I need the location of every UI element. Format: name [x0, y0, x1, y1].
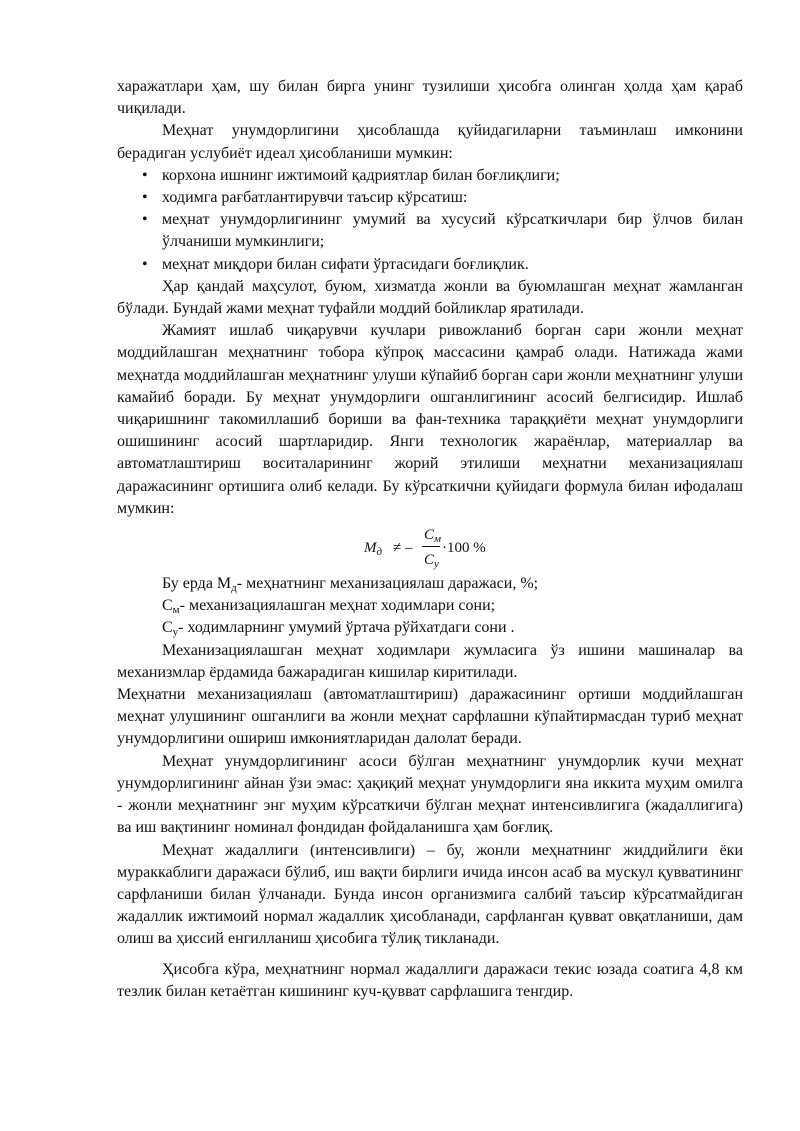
bullet-icon: •	[142, 166, 148, 184]
paragraph-productive-forces: Жамият ишлаб чиқарувчи кучлари ривожланиб борган сари жонли меҳнат моддийлашган меҳнатнинг тобора кўпроқ массасини қамраб олади. Натижада жами меҳнатда моддийлашган меҳнатнинг улуши кўпайиб борган сари жонли меҳнатнинг улуши камайиб боради. Бу меҳнат унумдорлиги ошганлигининг асосий белгисидир. Ишлаб чиқаришнинг такомиллашиб бориши ва фан-техника тараққиёти меҳнат унумдорлиги ошишининг асосий шартларидир. Янги технологик жараёнлар, материаллар ва автоматлаштириш воситаларининг жорий этилиши меҳнатни механизациялаш даражасининг ортишига олиб келади. Бу кўрсаткични қуйидаги формула билан ифодалаш мумкин:	[117, 322, 743, 517]
bullet-list	[117, 165, 743, 276]
formula-numerator: $С_м$	[424, 527, 442, 546]
paragraph-productivity-basis: Меҳнат унумдорлигининг асоси бўлган меҳнатнинг унумдорлик кучи меҳнат унумдорлигининг айнан ўзи эмас: ҳақиқий меҳнат унумдорлиги яна иккита муҳим омилга - жонли меҳнатнинг энг муҳим кўрсаткичи бўлган меҳнат интенсивлигига (жадаллигига) ва иш вақтининг номинал фондидан фойдаланишга ҳам боғлиқ.	[117, 752, 743, 837]
formula-tail: ·100 %	[442, 540, 486, 557]
formula-operator: ≠ –	[393, 540, 413, 557]
formula-denominator: $С_у$	[424, 552, 439, 571]
paragraph-intensity: Меҳнат жадаллиги (интенсивлиги) – бу, жонли меҳнатнинг жиддийлиги ёки мураккаблиги даражаси бўлиб, иш вақти бирлиги ичида инсон асаб ва мускул қувватининг сарфланиши билан ўлчанади. Бунда инсон организмига салбий таъсир кўрсатмайдиган жадаллик ижтимоий нормал жадаллик ҳисобланади, сарфланган қувват овқатланиши, дам олиш ва ҳиссий енгилланиш ҳисобига тўлиқ тикланади.	[117, 841, 743, 948]
formula-lhs: $М_д$	[364, 540, 383, 559]
definition-line: Бу ерда $М_д-$ меҳнатнинг механизациялаш даражаси, %;	[162, 575, 539, 595]
list-item	[117, 165, 743, 187]
paragraph-mechanized-workers: Механизациялашган меҳнат ходимлари жумласига ўз ишини машиналар ва механизмлар ёрдамида бажарадиган кишилар киритилади.	[117, 641, 743, 681]
paragraph-continuation: харажатлари ҳам, шу билан бирга унинг тузилиши ҳисобга олинган ҳолда ҳам қараб чиқилади.	[117, 78, 743, 118]
list-item	[117, 187, 743, 209]
fraction-bar	[422, 546, 440, 547]
paragraph-mechanization-level: Меҳнатни механизациялаш (автоматлаштириш) даражасининг ортиши моддийлашган меҳнат улушининг ошганлиги ва жонли меҳнат сарфлашни кўпайтирмасдан туриб меҳнат унумдорлигини ошириш имкониятларидан далолат беради.	[117, 686, 743, 748]
list-item	[117, 254, 743, 276]
definition-line: $С_м-$ механизациялашган меҳнат ходимлари сони;	[162, 597, 496, 617]
mechanization-formula	[117, 521, 743, 571]
list-item-text: меҳнат унумдорлигининг умумий ва хусусий кўрсаткичлари бир ўлчов билан ўлчаниши мумкинлиги;	[162, 211, 743, 251]
definition-line: $С_у-$ ходимларнинг умумий ўртача рўйхатдаги сони .	[162, 619, 515, 639]
list-item-text: корхона ишнинг ижтимоий қадриятлар билан боғлиқлиги;	[162, 166, 560, 184]
list-item	[117, 209, 743, 253]
bullet-icon: •	[142, 255, 148, 273]
paragraph-normal-intensity: Ҳисобга кўра, меҳнатнинг нормал жадаллиги даражаси текис юзада соатига 4,8 км тезлик билан кетаётган кишининг куч-қувват сарфлашига тенгдир.	[117, 960, 743, 1000]
bullet-icon: •	[142, 211, 148, 229]
document-page	[117, 76, 743, 1003]
list-item-text: ходимга рағбатлантирувчи таъсир кўрсатиш:	[162, 189, 468, 207]
paragraph-methodology: Меҳнат унумдорлигини ҳисоблашда қуйидагиларни таъминлаш имконини берадиган услубиёт идеал ҳисобланиши мумкин:	[117, 122, 743, 162]
bullet-icon: •	[142, 189, 148, 207]
list-item-text: меҳнат миқдори билан сифати ўртасидаги боғлиқлик.	[162, 255, 529, 273]
paragraph-products: Ҳар қандай маҳсулот, буюм, хизматда жонли ва буюмлашган меҳнат жамланган бўлади. Бундай жами меҳнат туфайли моддий бойликлар яратилади.	[117, 277, 743, 318]
